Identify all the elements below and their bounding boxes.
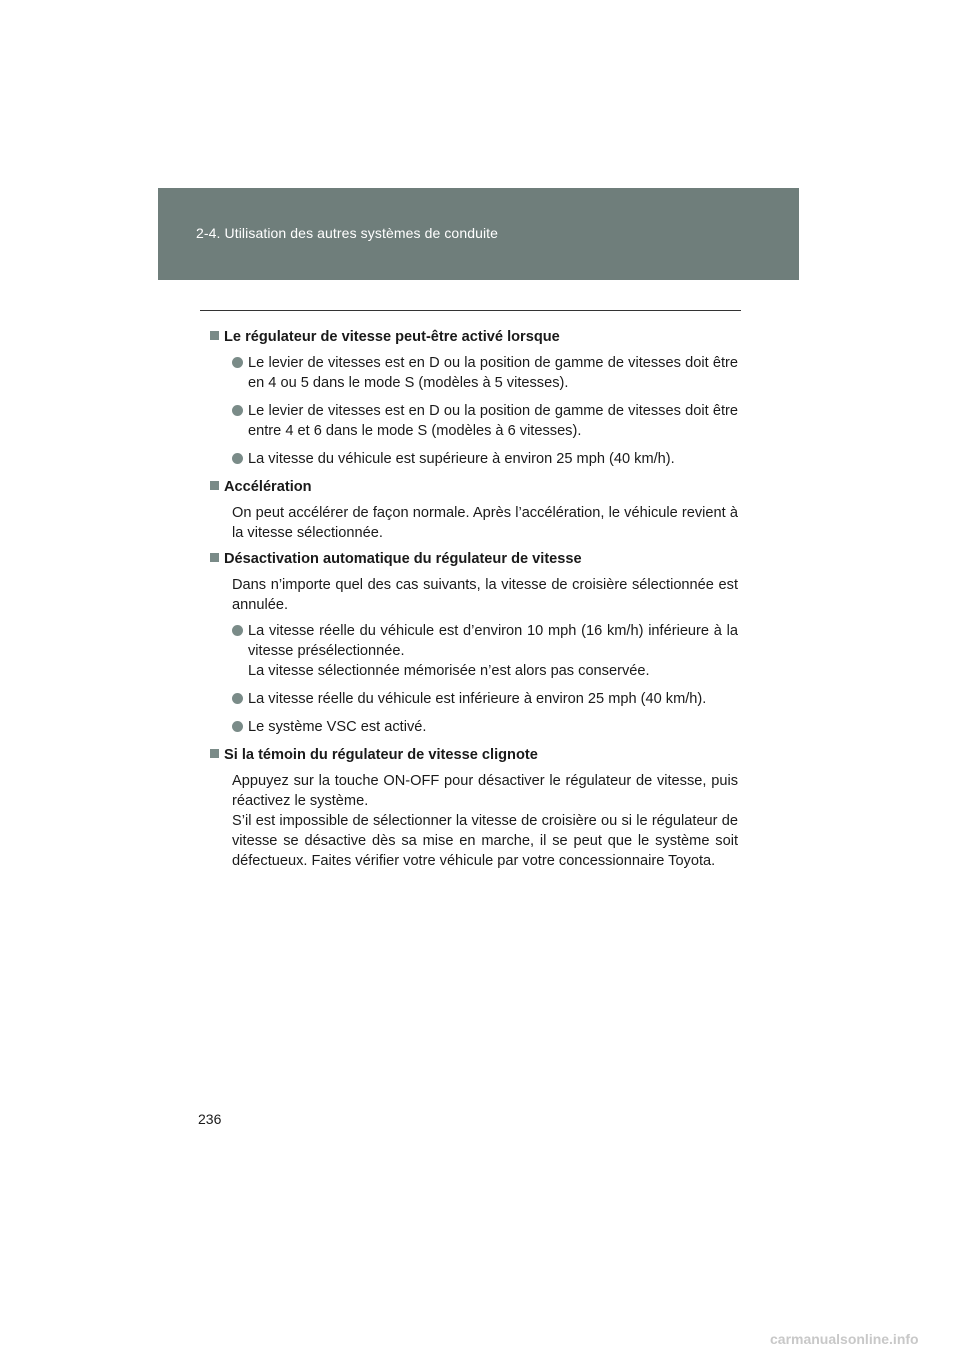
list-item: La vitesse du véhicule est supérieure à environ 25 mph (40 km/h). bbox=[232, 449, 738, 469]
section-heading: Le régulateur de vitesse peut-être activé lorsque bbox=[210, 327, 738, 347]
section-heading: Si la témoin du régulateur de vitesse clignote bbox=[210, 745, 738, 765]
list-item: Le système VSC est activé. bbox=[232, 717, 738, 737]
list-item: La vitesse réelle du véhicule est inférieure à environ 25 mph (40 km/h). bbox=[232, 689, 738, 709]
section-divider bbox=[200, 310, 741, 311]
section-acceleration bbox=[210, 477, 738, 543]
list-item: Le levier de vitesses est en D ou la position de gamme de vitesses doit être entre 4 et 6 dans le mode S (modèles à 6 vitesses). bbox=[232, 401, 738, 441]
square-bullet-icon bbox=[210, 481, 219, 490]
square-bullet-icon bbox=[210, 749, 219, 758]
square-bullet-icon bbox=[210, 331, 219, 340]
watermark: carmanualsonline.info bbox=[770, 1331, 919, 1347]
list-item: Le levier de vitesses est en D ou la position de gamme de vitesses doit être en 4 ou 5 dans le mode S (modèles à 5 vitesses). bbox=[232, 353, 738, 393]
paragraph: Dans n’importe quel des cas suivants, la vitesse de croisière sélectionnée est annulée. bbox=[232, 577, 738, 613]
circle-bullet-icon bbox=[232, 405, 243, 416]
circle-bullet-icon bbox=[232, 721, 243, 732]
content bbox=[210, 327, 738, 877]
header-title: 2-4. Utilisation des autres systèmes de conduite bbox=[196, 225, 499, 241]
paragraph: On peut accélérer de façon normale. Après l’accélération, le véhicule revient à la vitesse sélectionnée. bbox=[232, 505, 738, 541]
list-item: La vitesse réelle du véhicule est d’environ 10 mph (16 km/h) inférieure à la vitesse présélectionnée. La vitesse sélectionnée mémorisée n’est alors pas conservée. bbox=[232, 621, 738, 681]
header-band bbox=[158, 188, 799, 280]
page-number: 236 bbox=[198, 1111, 222, 1127]
paragraph: Appuyez sur la touche ON-OFF pour désactiver le régulateur de vitesse, puis réactivez le système. S’il est impossible de sélectionner la vitesse de croisière ou si le régulateur de vitesse se désactive dès sa mise en marche, il se peut que le système soit défectueux. Faites vérifier votre véhicule par votre concessionnaire Toyota. bbox=[232, 773, 738, 869]
section-heading: Désactivation automatique du régulateur de vitesse bbox=[210, 549, 738, 569]
circle-bullet-icon bbox=[232, 625, 243, 636]
square-bullet-icon bbox=[210, 553, 219, 562]
section-indicator-flashing bbox=[210, 745, 738, 871]
section-activation bbox=[210, 327, 738, 469]
circle-bullet-icon bbox=[232, 693, 243, 704]
section-auto-deactivation bbox=[210, 549, 738, 737]
circle-bullet-icon bbox=[232, 357, 243, 368]
circle-bullet-icon bbox=[232, 453, 243, 464]
section-heading: Accélération bbox=[210, 477, 738, 497]
